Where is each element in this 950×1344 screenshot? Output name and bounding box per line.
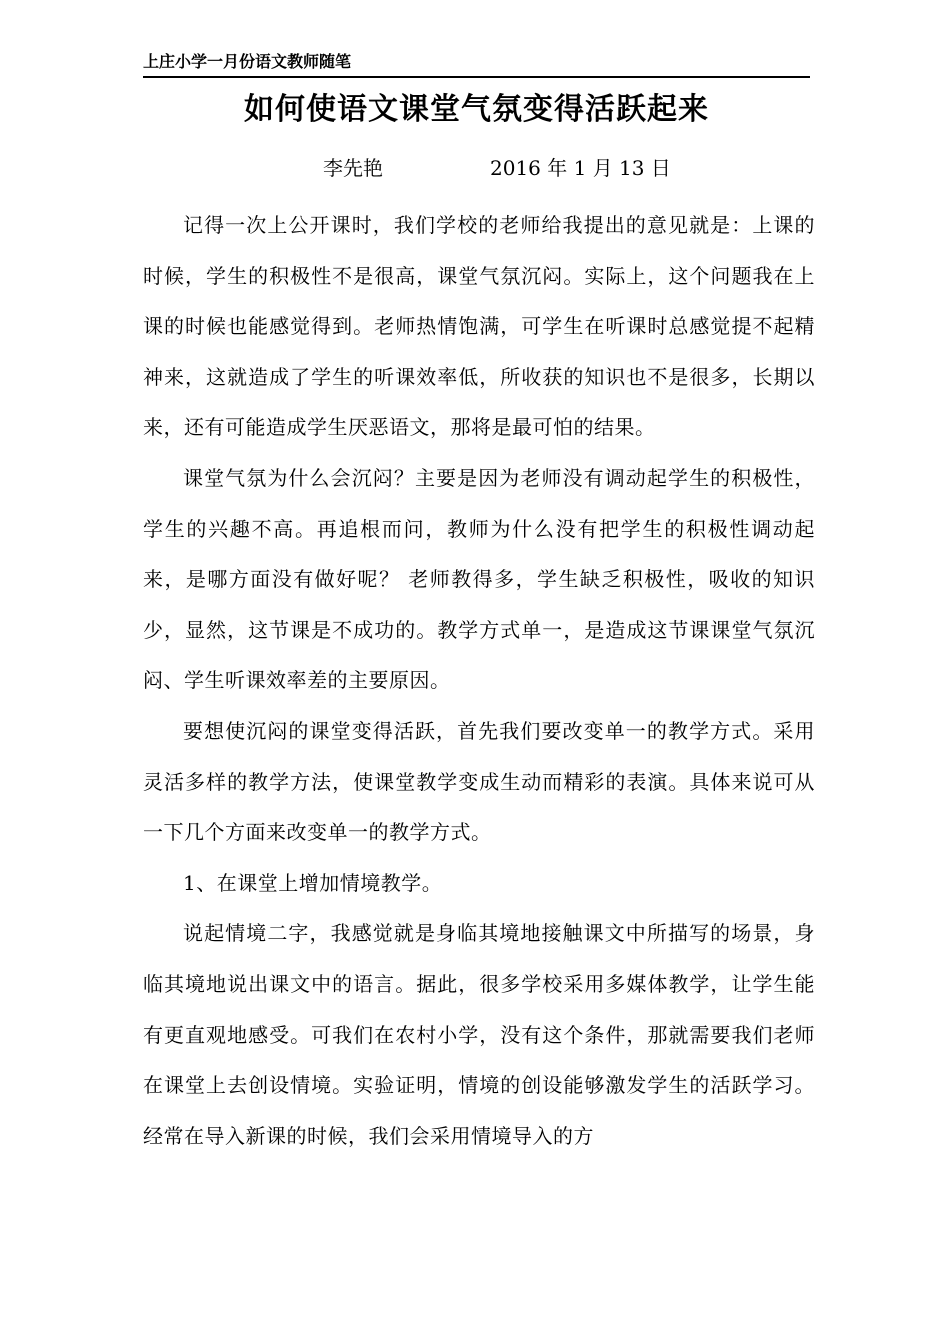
article-title: 如何使语文课堂气氛变得活跃起来 [244,92,709,127]
page-header: 上庄小学一月份语文教师随笔 [143,50,810,78]
paragraph: 课堂气氛为什么会沉闷？主要是因为老师没有调动起学生的积极性，学生的兴趣不高。再追根而问，教师为什么没有把学生的积极性调动起来，是哪方面没有做好呢？ 老师教得多，学生缺乏积极性，吸收的知识少，显然，这节课是不成功的。教学方式单一，是造成这节课课堂气氛沉闷、学生听课效率差的主要原因。 [143,465,815,693]
section-heading: 1、在课堂上增加情境教学。 [183,870,443,895]
paragraph: 记得一次上公开课时，我们学校的老师给我提出的意见就是：上课的时候，学生的积极性不是很高，课堂气氛沉闷。实际上，这个问题我在上课的时候也能感觉得到。老师热情饱满，可学生在听课时总感觉提不起精神来，这就造成了学生的听课效率低，所收获的知识也不是很多，长期以来，还有可能造成学生厌恶语文，那将是最可怕的结果。 [143,213,815,440]
article-date: 2016 年 1 月 13 日 [490,156,671,180]
paragraph: 说起情境二字，我感觉就是身临其境地接触课文中所描写的场景，身临其境地说出课文中的语言。据此，很多学校采用多媒体教学，让学生能有更直观地感受。可我们在农村小学，没有这个条件，那就需要我们老师在课堂上去创设情境。实验证明，情境的创设能够激发学生的活跃学习。经常在导入新课的时候，我们会采用情境导入的方 [143,921,815,1148]
article-body [143,200,815,1161]
paragraph: 要想使沉闷的课堂变得活跃，首先我们要改变单一的教学方式。采用灵活多样的教学方法，使课堂教学变成生动而精彩的表演。具体来说可从一下几个方面来改变单一的教学方式。 [143,718,815,845]
author-name: 李先艳 [323,156,383,180]
